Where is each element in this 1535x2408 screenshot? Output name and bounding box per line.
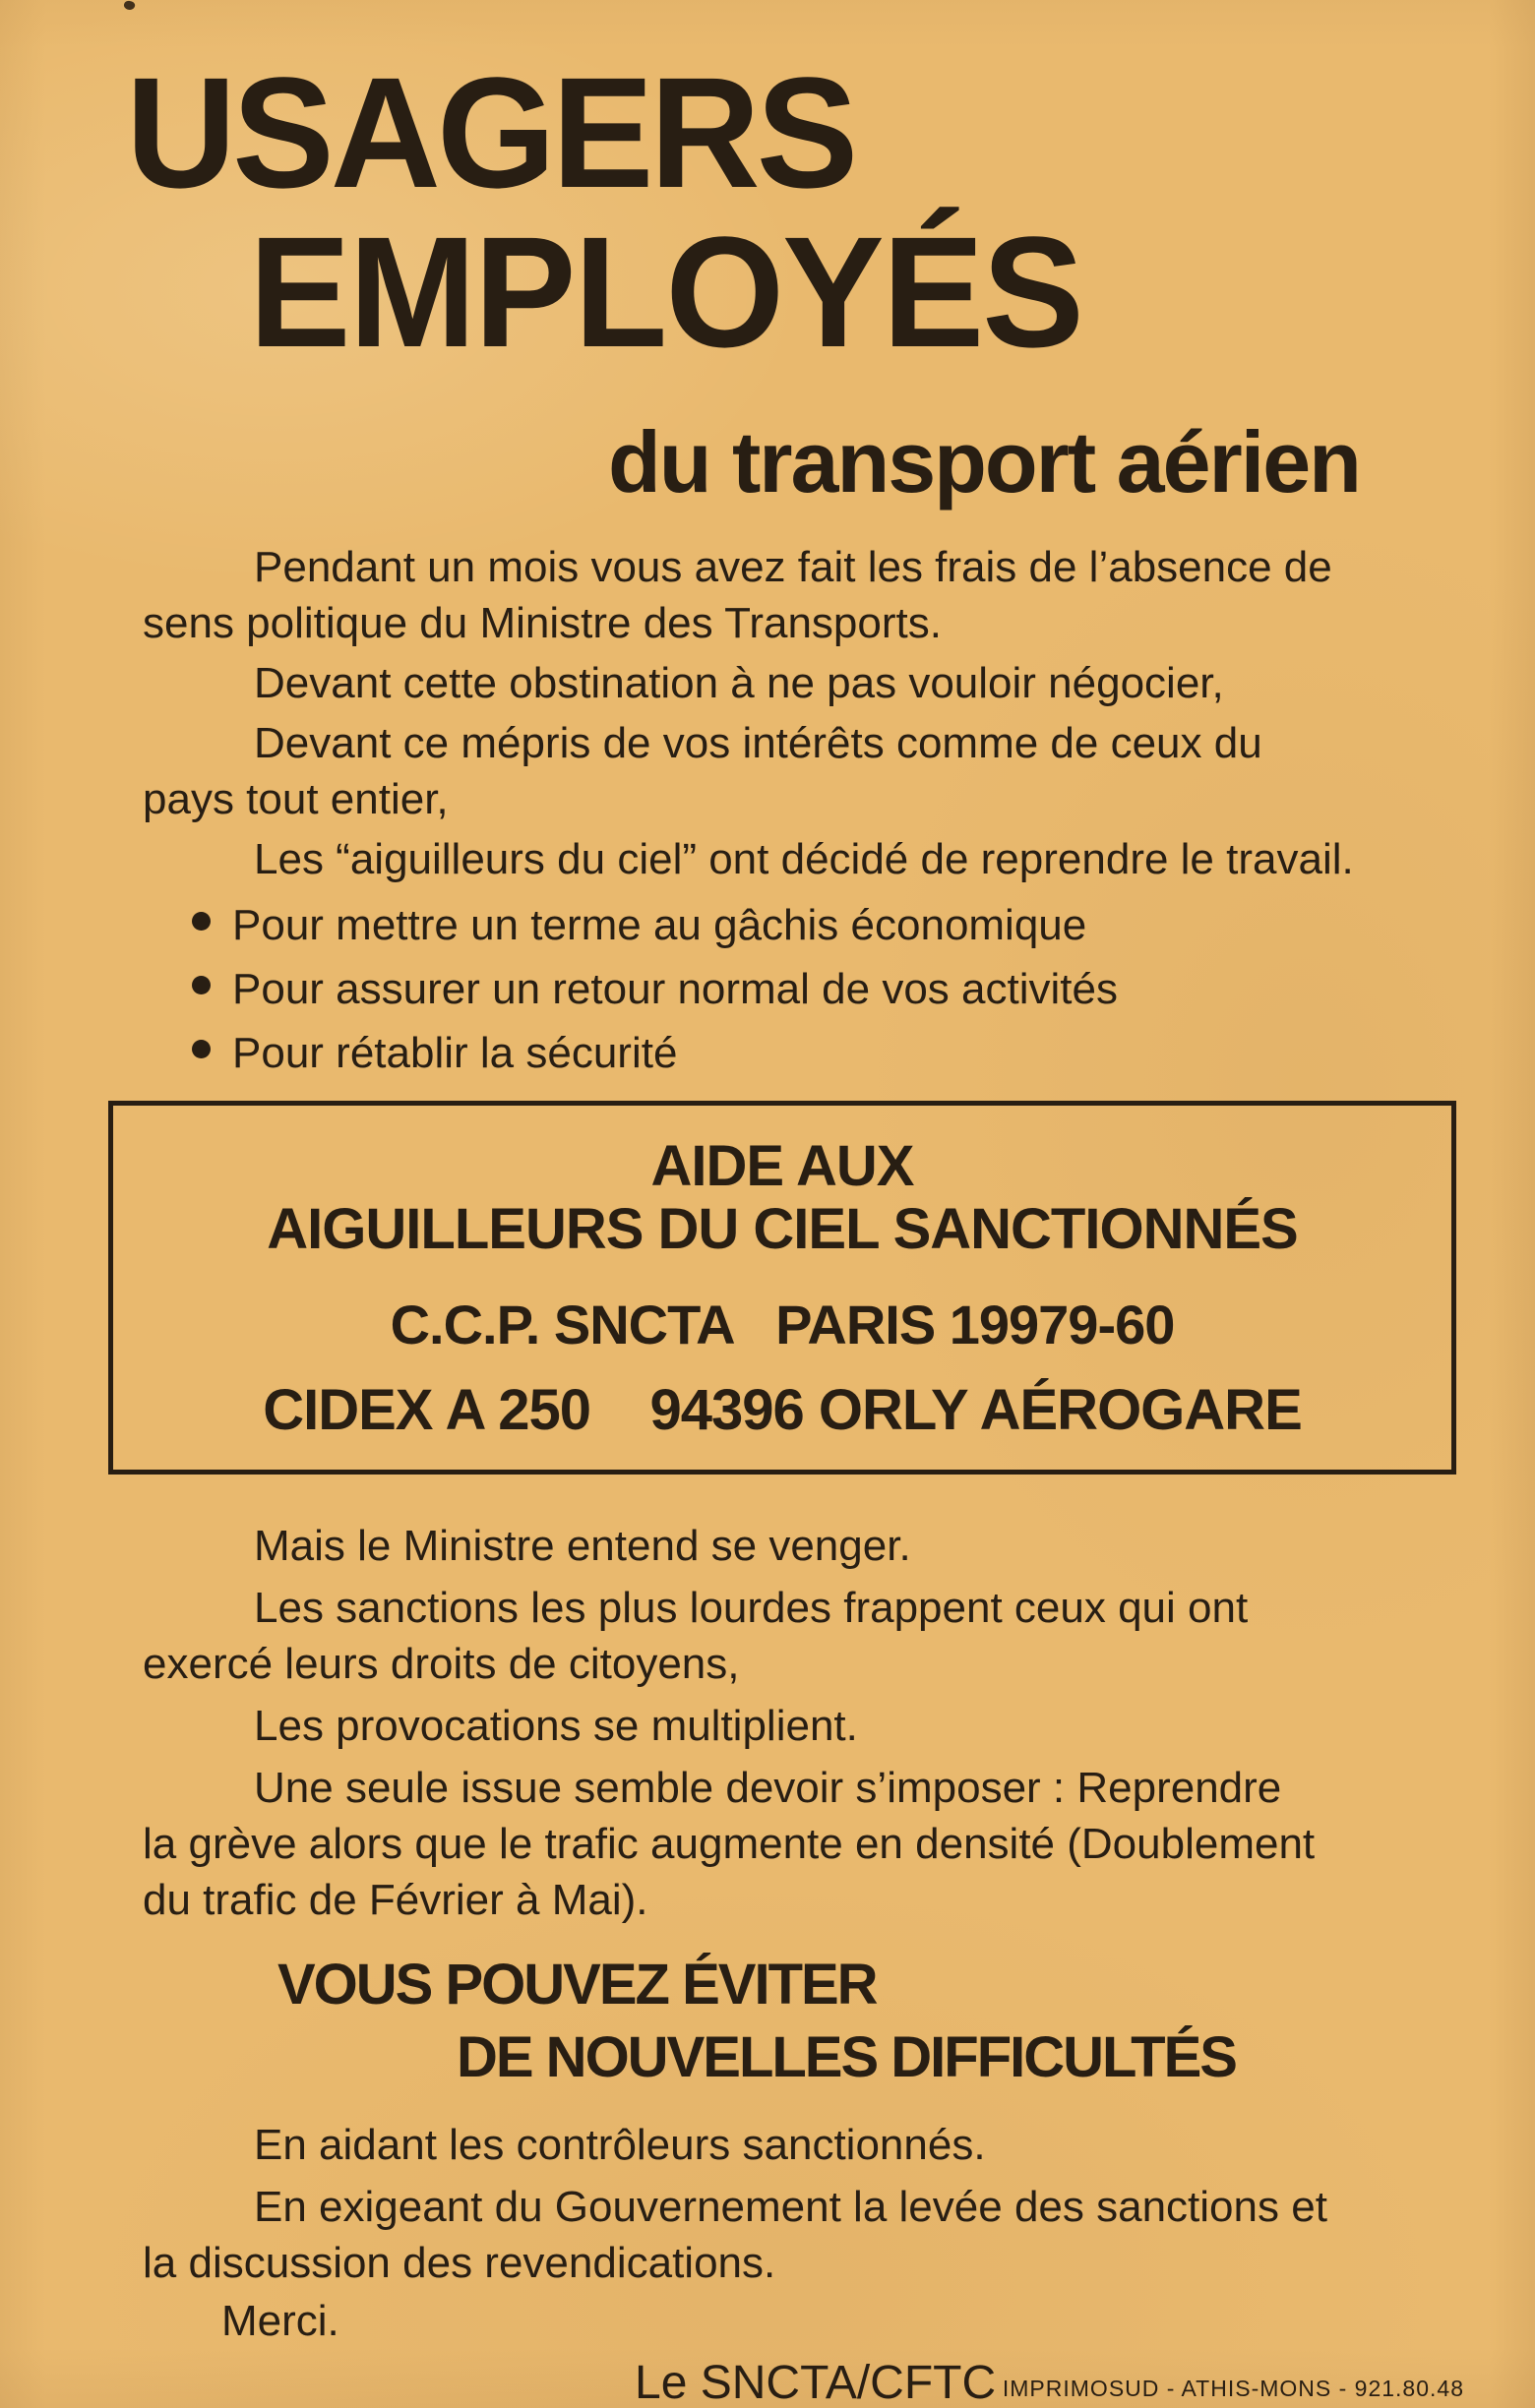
paragraph-intro-2 [143, 655, 1441, 711]
aid-box-line1: AIDE AUX [650, 1134, 914, 1198]
reasons-bullet-list [143, 897, 1441, 1081]
paragraph-bottom-2 [143, 2179, 1441, 2291]
call-to-action-heading [0, 1954, 1535, 2089]
paragraph-mid-2 [143, 1580, 1441, 1692]
page-subtitle: du transport aérien [608, 413, 1360, 511]
body-text-column-2 [0, 1518, 1535, 1928]
text-line: Devant ce mépris de vos intérêts comme de ceux du [254, 719, 1262, 767]
aid-donation-box [108, 1101, 1456, 1475]
text-line: exercé leurs droits de citoyens, [143, 1640, 740, 1688]
text-line: sens politique du Ministre des Transports. [143, 599, 942, 647]
text-line: Les “aiguilleurs du ciel” ont décidé de reprendre le travail. [254, 835, 1354, 883]
aid-box-line2: AIGUILLEURS DU CIEL SANCTIONNÉS [267, 1197, 1298, 1261]
page-title-line2: EMPLOYÉS [249, 204, 1082, 380]
paragraph-intro-1 [143, 539, 1441, 651]
bullet-text: Pour mettre un terme au gâchis économique [232, 901, 1087, 949]
text-line: Une seule issue semble devoir s’imposer : Reprendre [254, 1764, 1282, 1812]
paragraph-mid-1 [143, 1518, 1441, 1574]
signature-line: Le SNCTA/CFTC [635, 2357, 997, 2408]
bullet-text: Pour assurer un retour normal de vos activités [232, 965, 1118, 1013]
text-line: la discussion des revendications. [143, 2239, 776, 2287]
thanks-line: Merci. [221, 2297, 339, 2345]
text-line: Les sanctions les plus lourdes frappent ceux qui ont [254, 1584, 1249, 1632]
paragraph-mid-4 [143, 1760, 1441, 1928]
bullet-text: Pour rétablir la sécurité [232, 1029, 678, 1077]
bullet-dot-icon [192, 976, 211, 994]
paragraph-intro-4 [143, 831, 1441, 887]
list-item [192, 961, 1441, 1017]
text-line: pays tout entier, [143, 775, 449, 823]
text-line: En aidant les contrôleurs sanctionnés. [254, 2121, 986, 2169]
text-line: du trafic de Février à Mai). [143, 1876, 648, 1924]
paragraph-intro-3 [143, 715, 1441, 827]
aid-box-address: CIDEX A 250 94396 ORLY AÉROGARE [263, 1378, 1302, 1442]
text-line: la grève alors que le trafic augmente en densité (Doublement [143, 1820, 1316, 1868]
body-text-column-3 [0, 2117, 1535, 2291]
text-line: Mais le Ministre entend se venger. [254, 1522, 911, 1570]
page-title-line1: USAGERS [126, 44, 855, 220]
paragraph-bottom-1 [143, 2117, 1441, 2173]
paragraph-mid-3 [143, 1698, 1441, 1754]
title-block [0, 0, 1535, 510]
text-line: Les provocations se multiplient. [254, 1702, 858, 1750]
text-line: Devant cette obstination à ne pas vouloir négocier, [254, 659, 1224, 707]
list-item [192, 897, 1441, 953]
list-item [192, 1025, 1441, 1081]
cta-line2: DE NOUVELLES DIFFICULTÉS [457, 2025, 1236, 2089]
text-line: Pendant un mois vous avez fait les frais de l’absence de [254, 543, 1332, 591]
bullet-dot-icon [192, 912, 211, 931]
cta-line1: VOUS POUVEZ ÉVITER [277, 1953, 877, 2017]
bullet-dot-icon [192, 1040, 211, 1058]
text-line: En exigeant du Gouvernement la levée des sanctions et [254, 2183, 1327, 2231]
printer-imprint: IMPRIMOSUD - ATHIS-MONS - 921.80.48 [1002, 2376, 1464, 2401]
body-text-column [0, 539, 1535, 1081]
aid-box-ccp-account: C.C.P. SNCTA PARIS 19979-60 [390, 1294, 1175, 1355]
